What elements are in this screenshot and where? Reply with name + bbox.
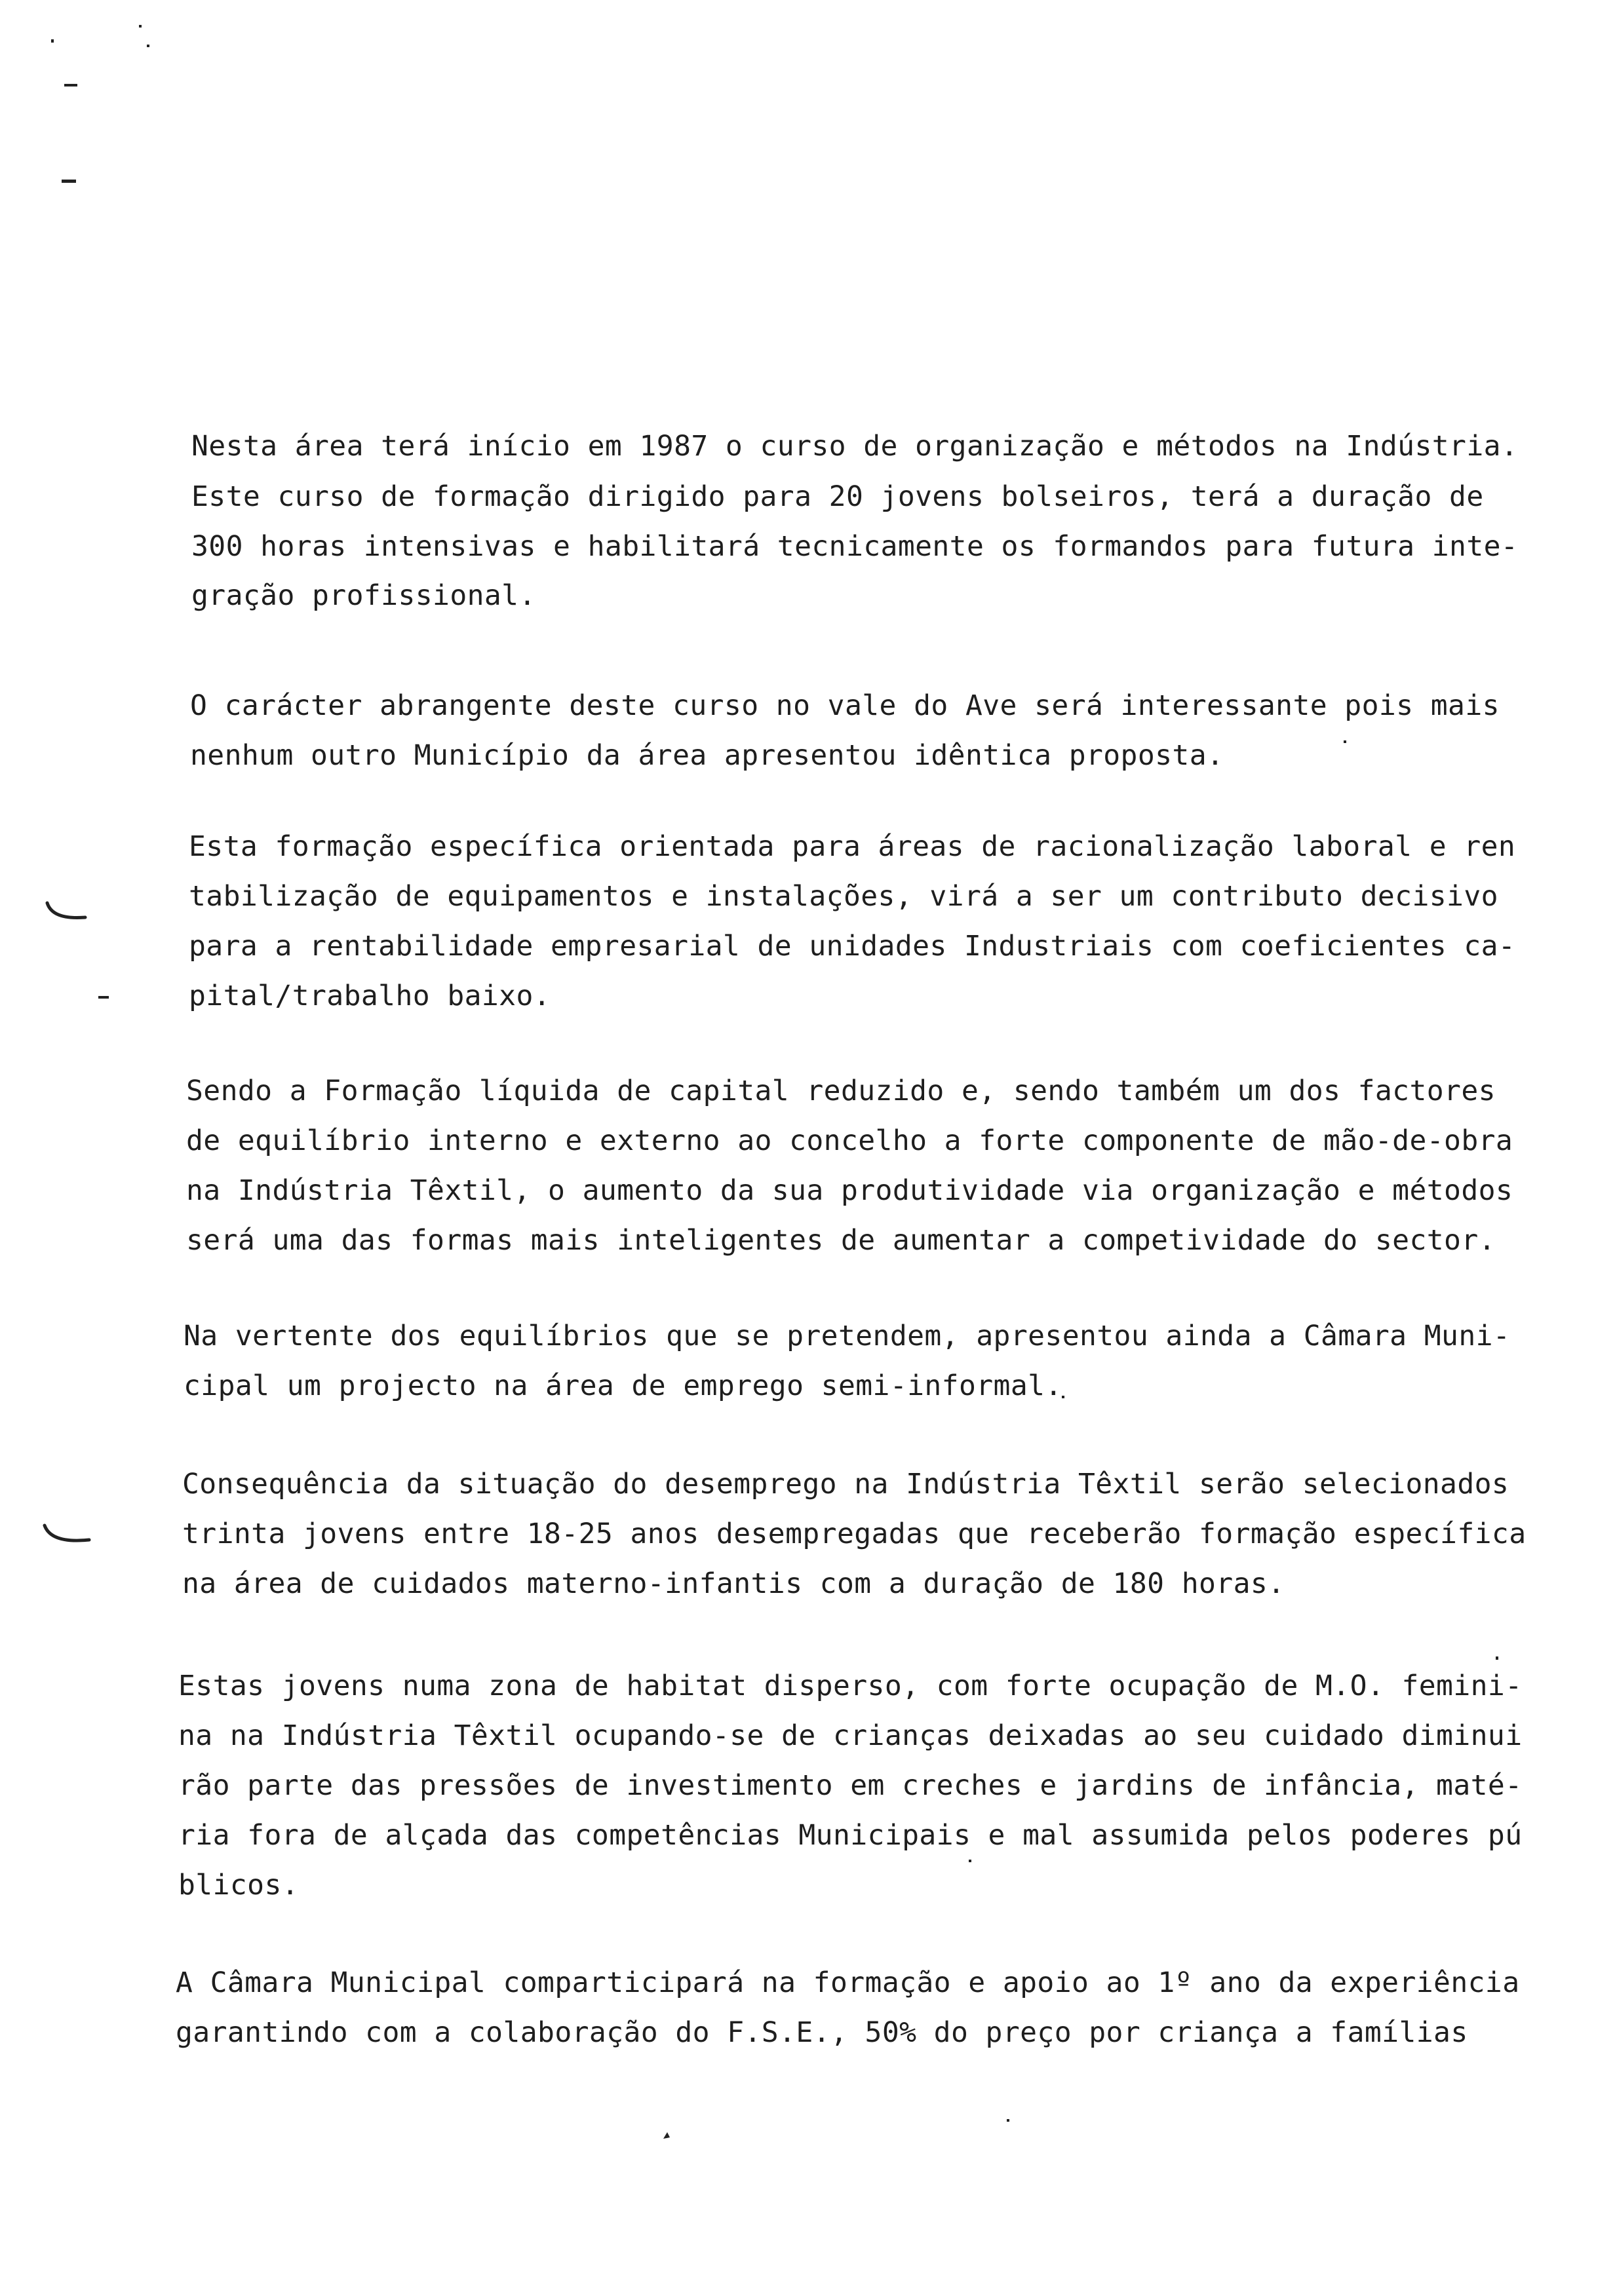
text-line: A Câmara Municipal comparticipará na formação e apoio ao 1º ano da experiência — [176, 1966, 1520, 1999]
text-line: ria fora de alçada das competências Municipais e mal assumida pelos poderes pú — [178, 1819, 1523, 1852]
text-line: Este curso de formação dirigido para 20 jovens bolseiros, terá a duração de — [191, 480, 1484, 513]
margin-check-mark — [45, 898, 90, 930]
text-line: nenhum outro Município da área apresentou idêntica proposta. — [190, 739, 1224, 772]
text-line: pital/trabalho baixo. — [189, 980, 551, 1012]
text-line: Na vertente dos equilíbrios que se pretendem, apresentou ainda a Câmara Muni- — [184, 1320, 1511, 1352]
text-line: trinta jovens entre 18-25 anos desempregadas que receberão formação específica — [182, 1518, 1527, 1550]
scan-speck — [1344, 740, 1346, 743]
text-line: na na Indústria Têxtil ocupando-se de crianças deixadas ao seu cuidado diminui — [178, 1719, 1523, 1752]
text-line: de equilíbrio interno e externo ao concelho a forte componente de mão-de-obra — [186, 1124, 1513, 1157]
text-line: na Indústria Têxtil, o aumento da sua produtividade via organização e métodos — [186, 1174, 1513, 1207]
scan-speck — [147, 45, 149, 47]
text-line: 300 horas intensivas e habilitará tecnicamente os formandos para futura inte- — [191, 530, 1519, 563]
scan-speck — [662, 2131, 672, 2141]
scan-speck — [139, 25, 142, 28]
text-line: O carácter abrangente deste curso no vale do Ave será interessante pois mais — [190, 689, 1500, 722]
text-line: para a rentabilidade empresarial de unidades Industriais com coeficientes ca- — [189, 930, 1516, 963]
text-line: blicos. — [178, 1869, 300, 1902]
scan-dash — [64, 84, 77, 86]
text-line: Estas jovens numa zona de habitat disperso, com forte ocupação de M.O. femini- — [178, 1670, 1523, 1702]
scan-speck — [51, 39, 54, 43]
scan-dash — [62, 180, 76, 183]
scan-speck — [1496, 1656, 1498, 1660]
text-line: rão parte das pressões de investimento em creches e jardins de infância, maté- — [178, 1769, 1523, 1802]
text-line: gração profissional. — [191, 579, 536, 612]
text-line: Nesta área terá início em 1987 o curso de organização e métodos na Indústria. — [191, 430, 1519, 463]
text-line: Consequência da situação do desemprego na Indústria Têxtil serão selecionados — [182, 1468, 1509, 1501]
text-line: Esta formação específica orientada para áreas de racionalização laboral e ren — [189, 830, 1516, 863]
text-line: será uma das formas mais inteligentes de aumentar a competividade do sector. — [186, 1224, 1496, 1257]
text-line: na área de cuidados materno-infantis com a duração de 180 horas. — [182, 1567, 1285, 1600]
text-line: garantindo com a colaboração do F.S.E., 50% do preço por criança a famílias — [176, 2016, 1468, 2049]
text-line: Sendo a Formação líquida de capital reduzido e, sendo também um dos factores — [186, 1075, 1496, 1107]
margin-check-mark — [42, 1520, 94, 1553]
margin-dash — [98, 996, 109, 999]
scan-speck — [969, 1860, 971, 1862]
text-line: cipal um projecto na área de emprego semi-informal. — [184, 1369, 1062, 1402]
scan-speck — [1007, 2119, 1009, 2122]
text-line: tabilização de equipamentos e instalações, virá a ser um contributo decisivo — [189, 880, 1498, 913]
